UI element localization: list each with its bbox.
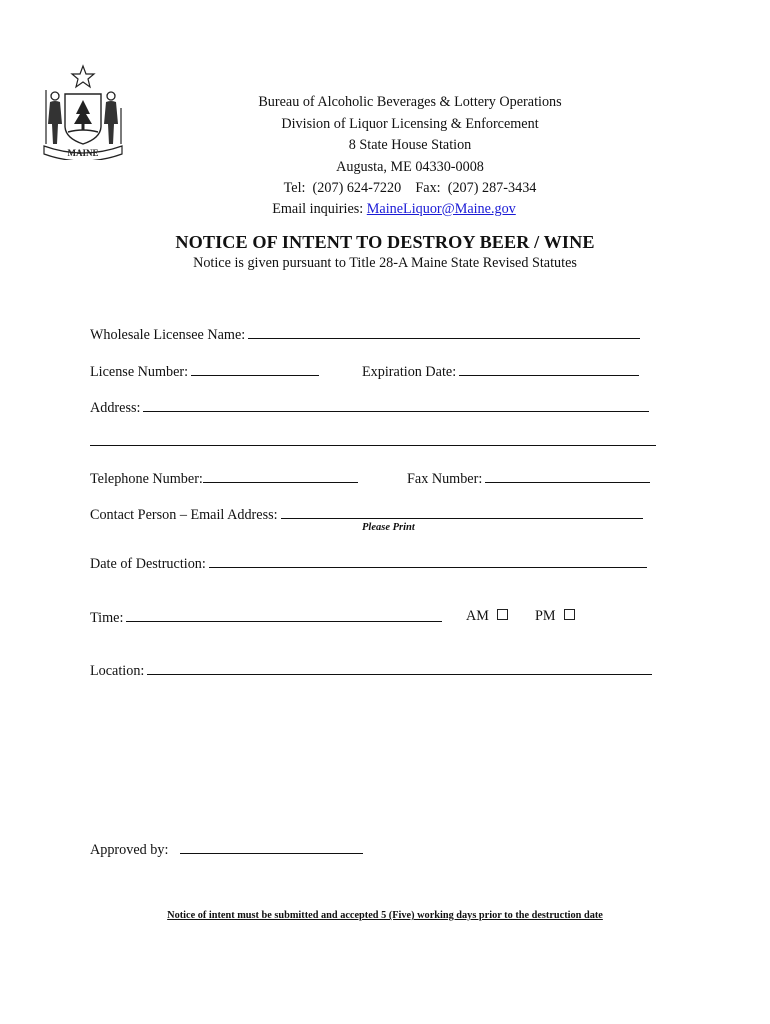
am-option bbox=[466, 608, 508, 625]
time-label: Time: bbox=[90, 610, 124, 626]
am-label: AM bbox=[466, 608, 489, 624]
email-link[interactable]: MaineLiquor@Maine.gov bbox=[366, 200, 516, 217]
date-of-destruction-field[interactable] bbox=[209, 554, 647, 568]
seal-banner-text: MAINE bbox=[67, 148, 99, 158]
submission-deadline-note bbox=[0, 910, 770, 921]
approved-by-label: Approved by: bbox=[90, 842, 169, 858]
submission-deadline-text: Notice of intent must be submitted and accepted 5 (Five) working days prior to the destruction date bbox=[167, 910, 603, 921]
approved-by-row bbox=[90, 840, 363, 859]
email-label: Email inquiries: bbox=[272, 200, 367, 217]
header-bureau: Bureau of Alcoholic Beverages & Lottery Operations bbox=[258, 94, 562, 110]
time-row bbox=[90, 608, 442, 627]
telephone-field[interactable] bbox=[203, 469, 358, 483]
pm-checkbox[interactable] bbox=[564, 609, 575, 620]
header-email-line bbox=[168, 200, 620, 218]
wholesale-licensee-field[interactable] bbox=[248, 325, 640, 339]
approved-by-field[interactable] bbox=[180, 840, 363, 854]
address-row-2 bbox=[90, 432, 656, 451]
license-number-field[interactable] bbox=[191, 362, 319, 376]
telephone-row bbox=[90, 469, 358, 488]
expiration-date-field[interactable] bbox=[459, 362, 639, 376]
date-of-destruction-row bbox=[90, 554, 647, 573]
pm-option bbox=[535, 608, 575, 625]
agency-header bbox=[200, 92, 620, 218]
form-subtitle: Notice is given pursuant to Title 28-A Maine State Revised Statutes bbox=[193, 255, 577, 271]
please-print-hint: Please Print bbox=[362, 522, 415, 533]
location-row bbox=[90, 661, 652, 680]
date-of-destruction-label: Date of Destruction: bbox=[90, 556, 206, 572]
fax-field[interactable] bbox=[485, 469, 650, 483]
time-field[interactable] bbox=[126, 608, 442, 622]
wholesale-licensee-label: Wholesale Licensee Name: bbox=[90, 327, 246, 343]
header-division: Division of Liquor Licensing & Enforcement bbox=[281, 115, 539, 132]
contact-person-label: Contact Person – Email Address: bbox=[90, 507, 278, 523]
fax-row bbox=[407, 469, 650, 488]
license-number-label: License Number: bbox=[90, 364, 189, 380]
location-field[interactable] bbox=[147, 661, 652, 675]
address-field-1[interactable] bbox=[143, 398, 649, 412]
fax-label: Fax Number: bbox=[407, 471, 483, 487]
am-checkbox[interactable] bbox=[497, 609, 508, 620]
address-row bbox=[90, 398, 649, 417]
pm-label: PM bbox=[535, 608, 556, 624]
expiration-date-label: Expiration Date: bbox=[362, 364, 457, 380]
header-station: 8 State House Station bbox=[348, 137, 472, 153]
license-number-row bbox=[90, 362, 319, 381]
header-city: Augusta, ME 04330-0008 bbox=[336, 158, 484, 175]
telephone-label: Telephone Number: bbox=[90, 471, 203, 487]
expiration-date-row bbox=[362, 362, 639, 381]
address-label: Address: bbox=[90, 400, 141, 416]
address-field-2[interactable] bbox=[90, 432, 656, 446]
form-title: NOTICE OF INTENT TO DESTROY BEER / WINE bbox=[175, 232, 595, 252]
maine-state-seal bbox=[38, 64, 128, 160]
contact-person-field[interactable] bbox=[281, 505, 643, 519]
wholesale-licensee-row bbox=[90, 325, 640, 344]
location-label: Location: bbox=[90, 663, 145, 679]
header-phone-fax: Tel: (207) 624-7220 Fax: (207) 287-3434 bbox=[283, 180, 537, 196]
